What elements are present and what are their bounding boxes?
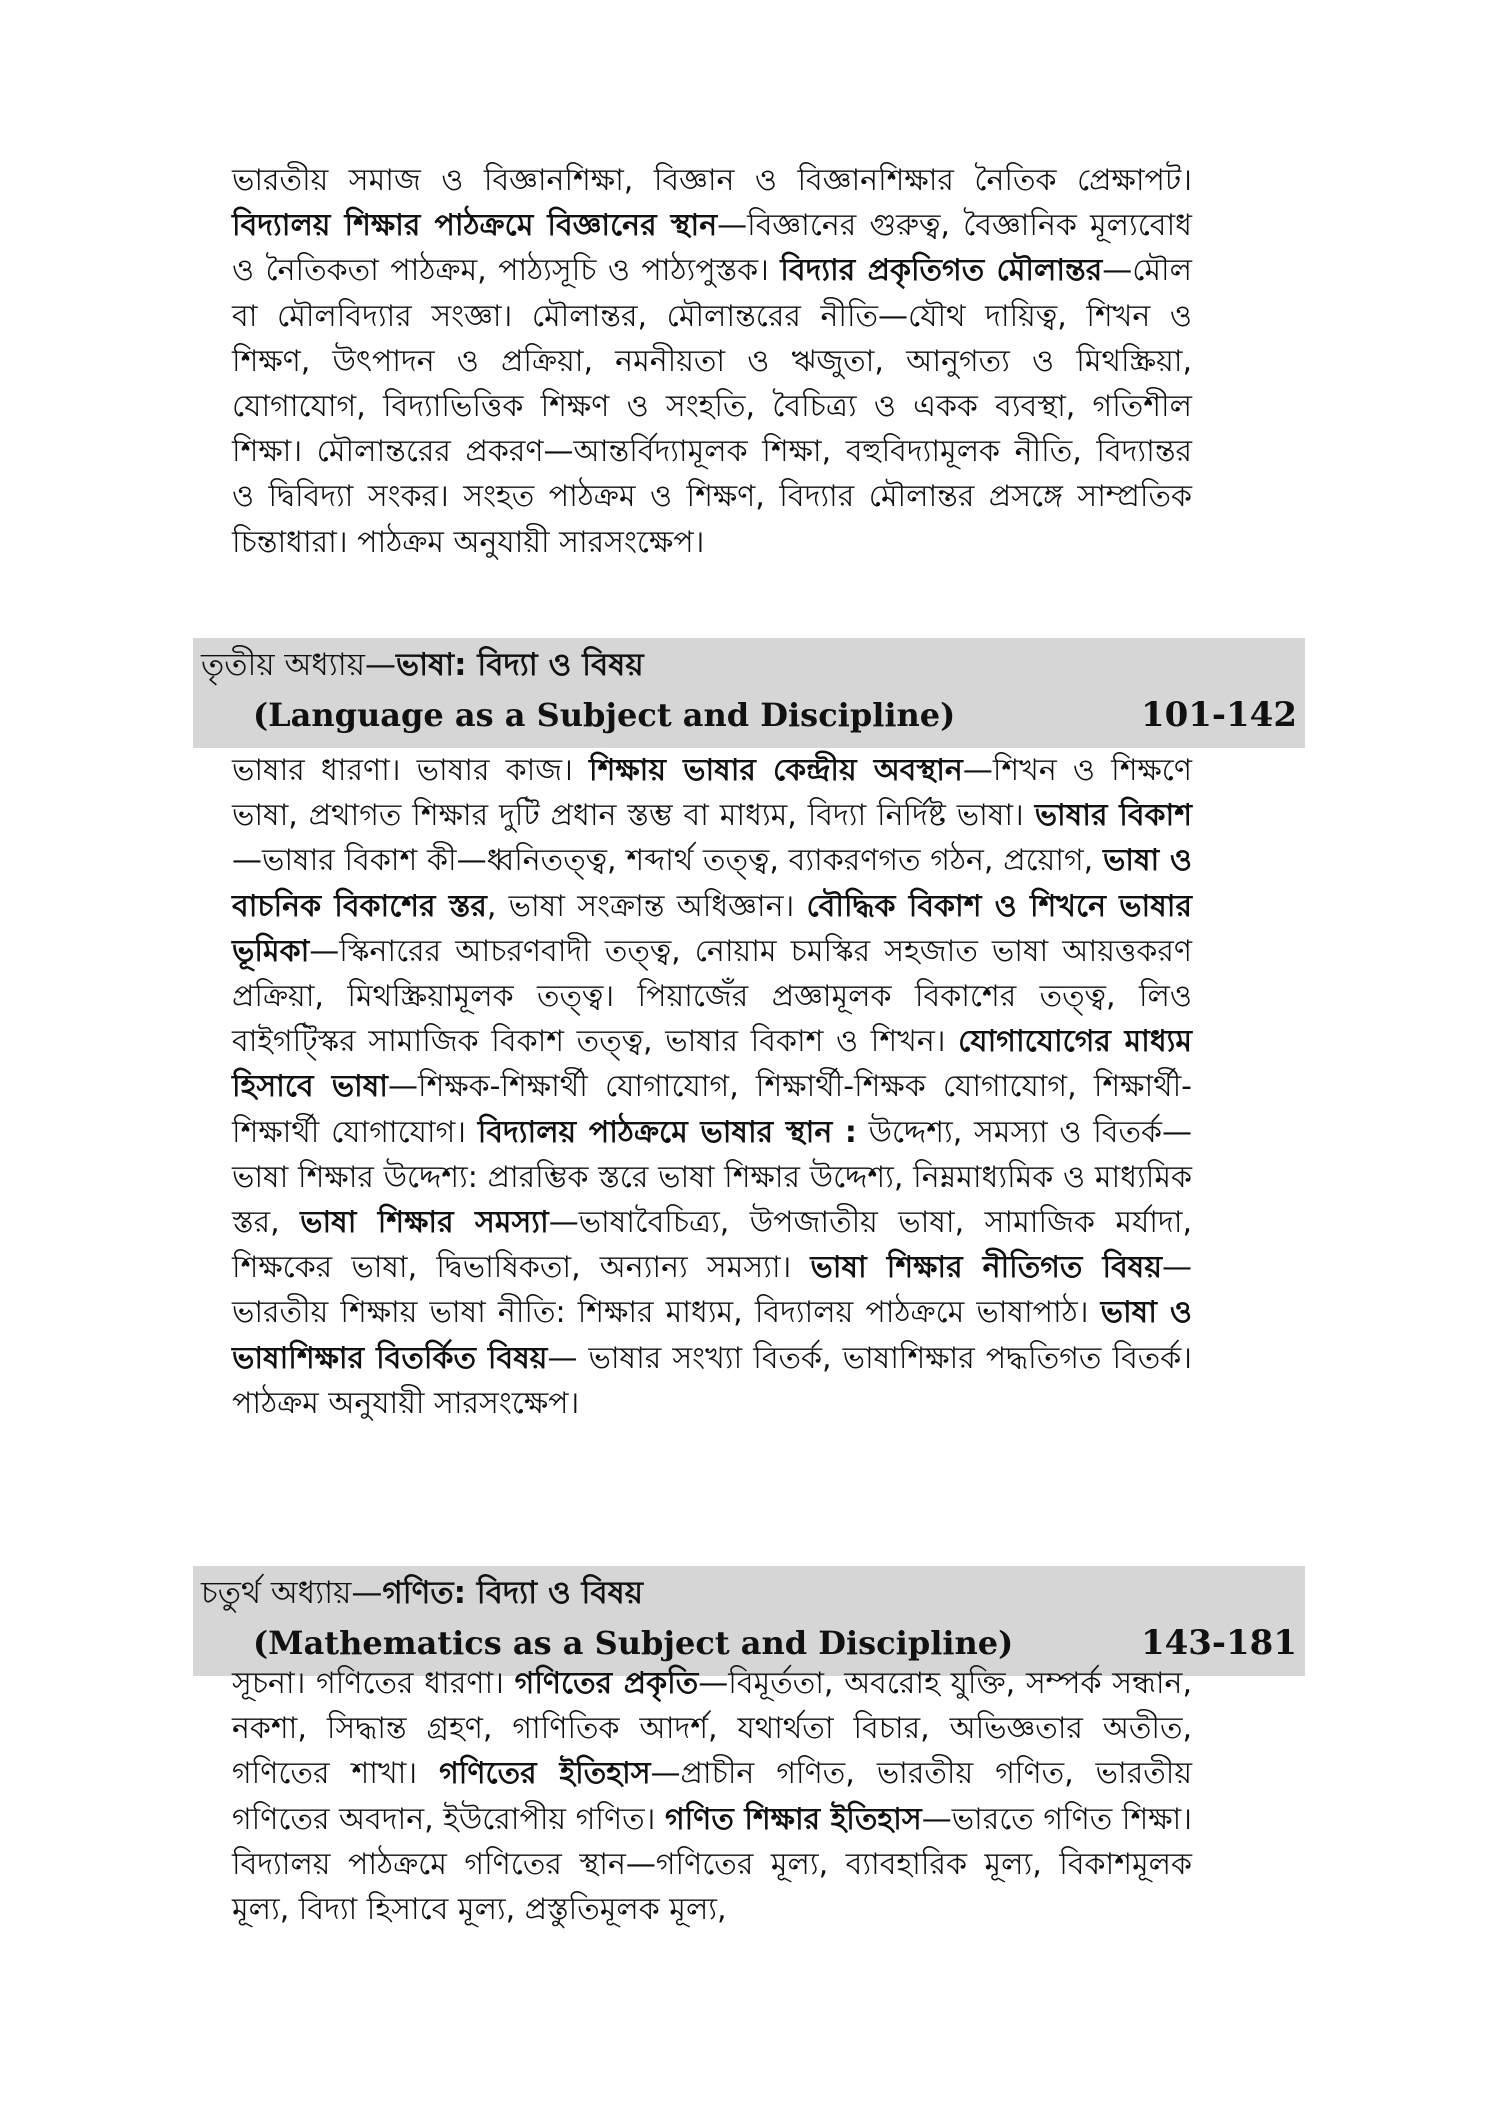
bold-heading: ভাষা ও ভাষাশিক্ষার বিতর্কিত বিষয়	[232, 1295, 1192, 1376]
chapter-3-page-range: 101-142	[1140, 695, 1297, 735]
bold-heading: ভাষা শিক্ষার নীতিগত বিষয়	[810, 1250, 1162, 1286]
chapter-4-header	[193, 1566, 1305, 1676]
chapter-name: গণিত: বিদ্যা ও বিষয়	[382, 1575, 644, 1611]
text-run: সূচনা। গণিতের ধারণা।	[232, 1666, 515, 1701]
chapter-4-english-title: (Mathematics as a Subject and Discipline)	[253, 1624, 1014, 1662]
bold-heading: গণিত শিক্ষার ইতিহাস	[664, 1801, 922, 1837]
text-run: —শিখন ও শিক্ষণে ভাষা, প্রথাগত শিক্ষার দুটি প্রধান স্তম্ভ বা মাধ্যম, বিদ্যা নির্দিষ্ট ভাষা।	[232, 753, 1192, 834]
text-run: —বিজ্ঞানের গুরুত্ব, বৈজ্ঞানিক মূল্যবোধ ও নৈতিকতা পাঠক্রম, পাঠ্যসূচি ও পাঠ্যপুস্তক।	[232, 208, 1192, 289]
text-run: —ভাষাবৈচিত্র্য, উপজাতীয় ভাষা, সামাজিক মর্যাদা, শিক্ষকের ভাষা, দ্বিভাষিকতা, অন্যান্য সমস্যা।	[232, 1205, 1193, 1286]
text-run: —ভারতে গণিত শিক্ষা। বিদ্যালয় পাঠক্রমে গণিতের স্থান—গণিতের মূল্য, ব্যাবহারিক মূল্য, বিকাশমূলক মূল্য, বিদ্যা হিসাবে মূল্য, প্রস্তুতিমূলক মূল্য,	[232, 1801, 1192, 1928]
bold-heading: ভাষার বিকাশ	[1034, 798, 1192, 834]
bold-heading: যোগাযোগের মাধ্যম হিসাবে ভাষা	[232, 1024, 1192, 1105]
text-run: — ভাষার সংখ্যা বিতর্ক, ভাষাশিক্ষার পদ্ধতিগত বিতর্ক। পাঠক্রম অনুযায়ী সারসংক্ষেপ।	[232, 1340, 1192, 1421]
bold-heading: বৌদ্ধিক বিকাশ ও শিখনে ভাষার ভূমিকা	[232, 888, 1192, 969]
intro-paragraph	[232, 158, 1192, 565]
chapter-3-paragraph	[232, 748, 1192, 1426]
bold-heading: গণিতের ইতিহাস	[439, 1756, 651, 1792]
chapter-3-header	[193, 638, 1305, 748]
chapter-3-english-title: (Language as a Subject and Discipline)	[253, 696, 956, 734]
bold-heading: শিক্ষায় ভাষার কেন্দ্রীয় অবস্থান	[589, 753, 963, 788]
text-run: —ভাষার বিকাশ কী—ধ্বনিতত্ত্ব, শব্দার্থ তত্ত্ব, ব্যাকরণগত গঠন, প্রয়োগ,	[232, 843, 1103, 879]
chapter-3-title	[201, 642, 644, 688]
text-run: —শিক্ষক-শিক্ষার্থী যোগাযোগ, শিক্ষার্থী-শিক্ষক যোগাযোগ, শিক্ষার্থী-শিক্ষার্থী যোগাযোগ।	[232, 1069, 1192, 1150]
text-run: ভাষার ধারণা। ভাষার কাজ।	[232, 753, 590, 788]
chapter-label: চতুর্থ অধ্যায়—	[201, 1575, 383, 1611]
chapter-4-page-range: 143-181	[1140, 1623, 1297, 1663]
text-run: —বিমূর্ততা, অবরোহ যুক্তি, সম্পর্ক সন্ধান, নকশা, সিদ্ধান্ত গ্রহণ, গাণিতিক আদর্শ, যথার্থতা বিচার, অভিজ্ঞতার অতীত, গণিতের শাখা।	[232, 1666, 1192, 1792]
text-run: —স্কিনারের আচরণবাদী তত্ত্ব, নোয়াম চমস্কির সহজাত ভাষা আয়ত্তকরণ প্রক্রিয়া, মিথস্ক্রিয়ামূলক তত্ত্ব। পিয়াজেঁর প্রজ্ঞামূলক বিকাশের তত্ত্ব, লিও বাইগট্স্কির সামাজিক বিকাশ তত্ত্ব, ভাষার বিকাশ ও শিখন।	[232, 933, 1192, 1060]
bold-heading: গণিতের প্রকৃতি	[514, 1666, 699, 1701]
chapter-name: ভাষা: বিদ্যা ও বিষয়	[395, 647, 644, 683]
chapter-4-paragraph	[232, 1661, 1192, 1932]
text-run: —প্রাচীন গণিত, ভারতীয় গণিত, ভারতীয় গণিতের অবদান, ইউরোপীয় গণিত।	[232, 1756, 1193, 1837]
text-run: , ভাষা সংক্রান্ত অধিজ্ঞান।	[486, 888, 807, 924]
text-run: উদ্দেশ্য, সমস্যা ও বিতর্ক—ভাষা শিক্ষার উদ্দেশ্য: প্রারম্ভিক স্তরে ভাষা শিক্ষার উদ্দেশ্য, নিম্নমাধ্যমিক ও মাধ্যমিক স্তর,	[232, 1114, 1192, 1241]
chapter-4-title	[201, 1570, 643, 1616]
bold-heading: ভাষা ও বাচনিক বিকাশের স্তর	[232, 843, 1192, 924]
text-run: —ভারতীয় শিক্ষায় ভাষা নীতি: শিক্ষার মাধ্যম, বিদ্যালয় পাঠক্রমে ভাষাপাঠ।	[232, 1250, 1192, 1331]
bold-heading: বিদ্যালয় শিক্ষার পাঠক্রমে বিজ্ঞানের স্থান	[232, 208, 718, 244]
chapter-label: তৃতীয় অধ্যায়—	[201, 647, 396, 683]
text-run: ভারতীয় সমাজ ও বিজ্ঞানশিক্ষা, বিজ্ঞান ও বিজ্ঞানশিক্ষার নৈতিক প্রেক্ষাপট।	[232, 163, 1192, 198]
bold-heading: বিদ্যার প্রকৃতিগত মৌলান্তর	[780, 253, 1103, 289]
text-run: —মৌল বা মৌলবিদ্যার সংজ্ঞা। মৌলান্তর, মৌলান্তরের নীতি—যৌথ দায়িত্ব, শিখন ও শিক্ষণ, উৎপাদন ও প্রক্রিয়া, নমনীয়তা ও ঋজুতা, আনুগত্য ও মিথস্ক্রিয়া, যোগাযোগ, বিদ্যাভিত্তিক শিক্ষণ ও সংহতি, বৈচিত্র্য ও একক ব্যবস্থা, গতিশীল শিক্ষা। মৌলান্তরের প্রকরণ—আন্তর্বিদ্যামূলক শিক্ষা, বহুবিদ্যামূলক নীতি, বিদ্যান্তর ও দ্বিবিদ্যা সংকর। সংহত পাঠক্রম ও শিক্ষণ, বিদ্যার মৌলান্তর প্রসঙ্গে সাম্প্রতিক চিন্তাধারা। পাঠক্রম অনুযায়ী সারসংক্ষেপ।	[232, 253, 1192, 560]
bold-heading: ভাষা শিক্ষার সমস্যা	[300, 1205, 549, 1241]
bold-heading: বিদ্যালয় পাঠক্রমে ভাষার স্থান :	[477, 1114, 857, 1150]
